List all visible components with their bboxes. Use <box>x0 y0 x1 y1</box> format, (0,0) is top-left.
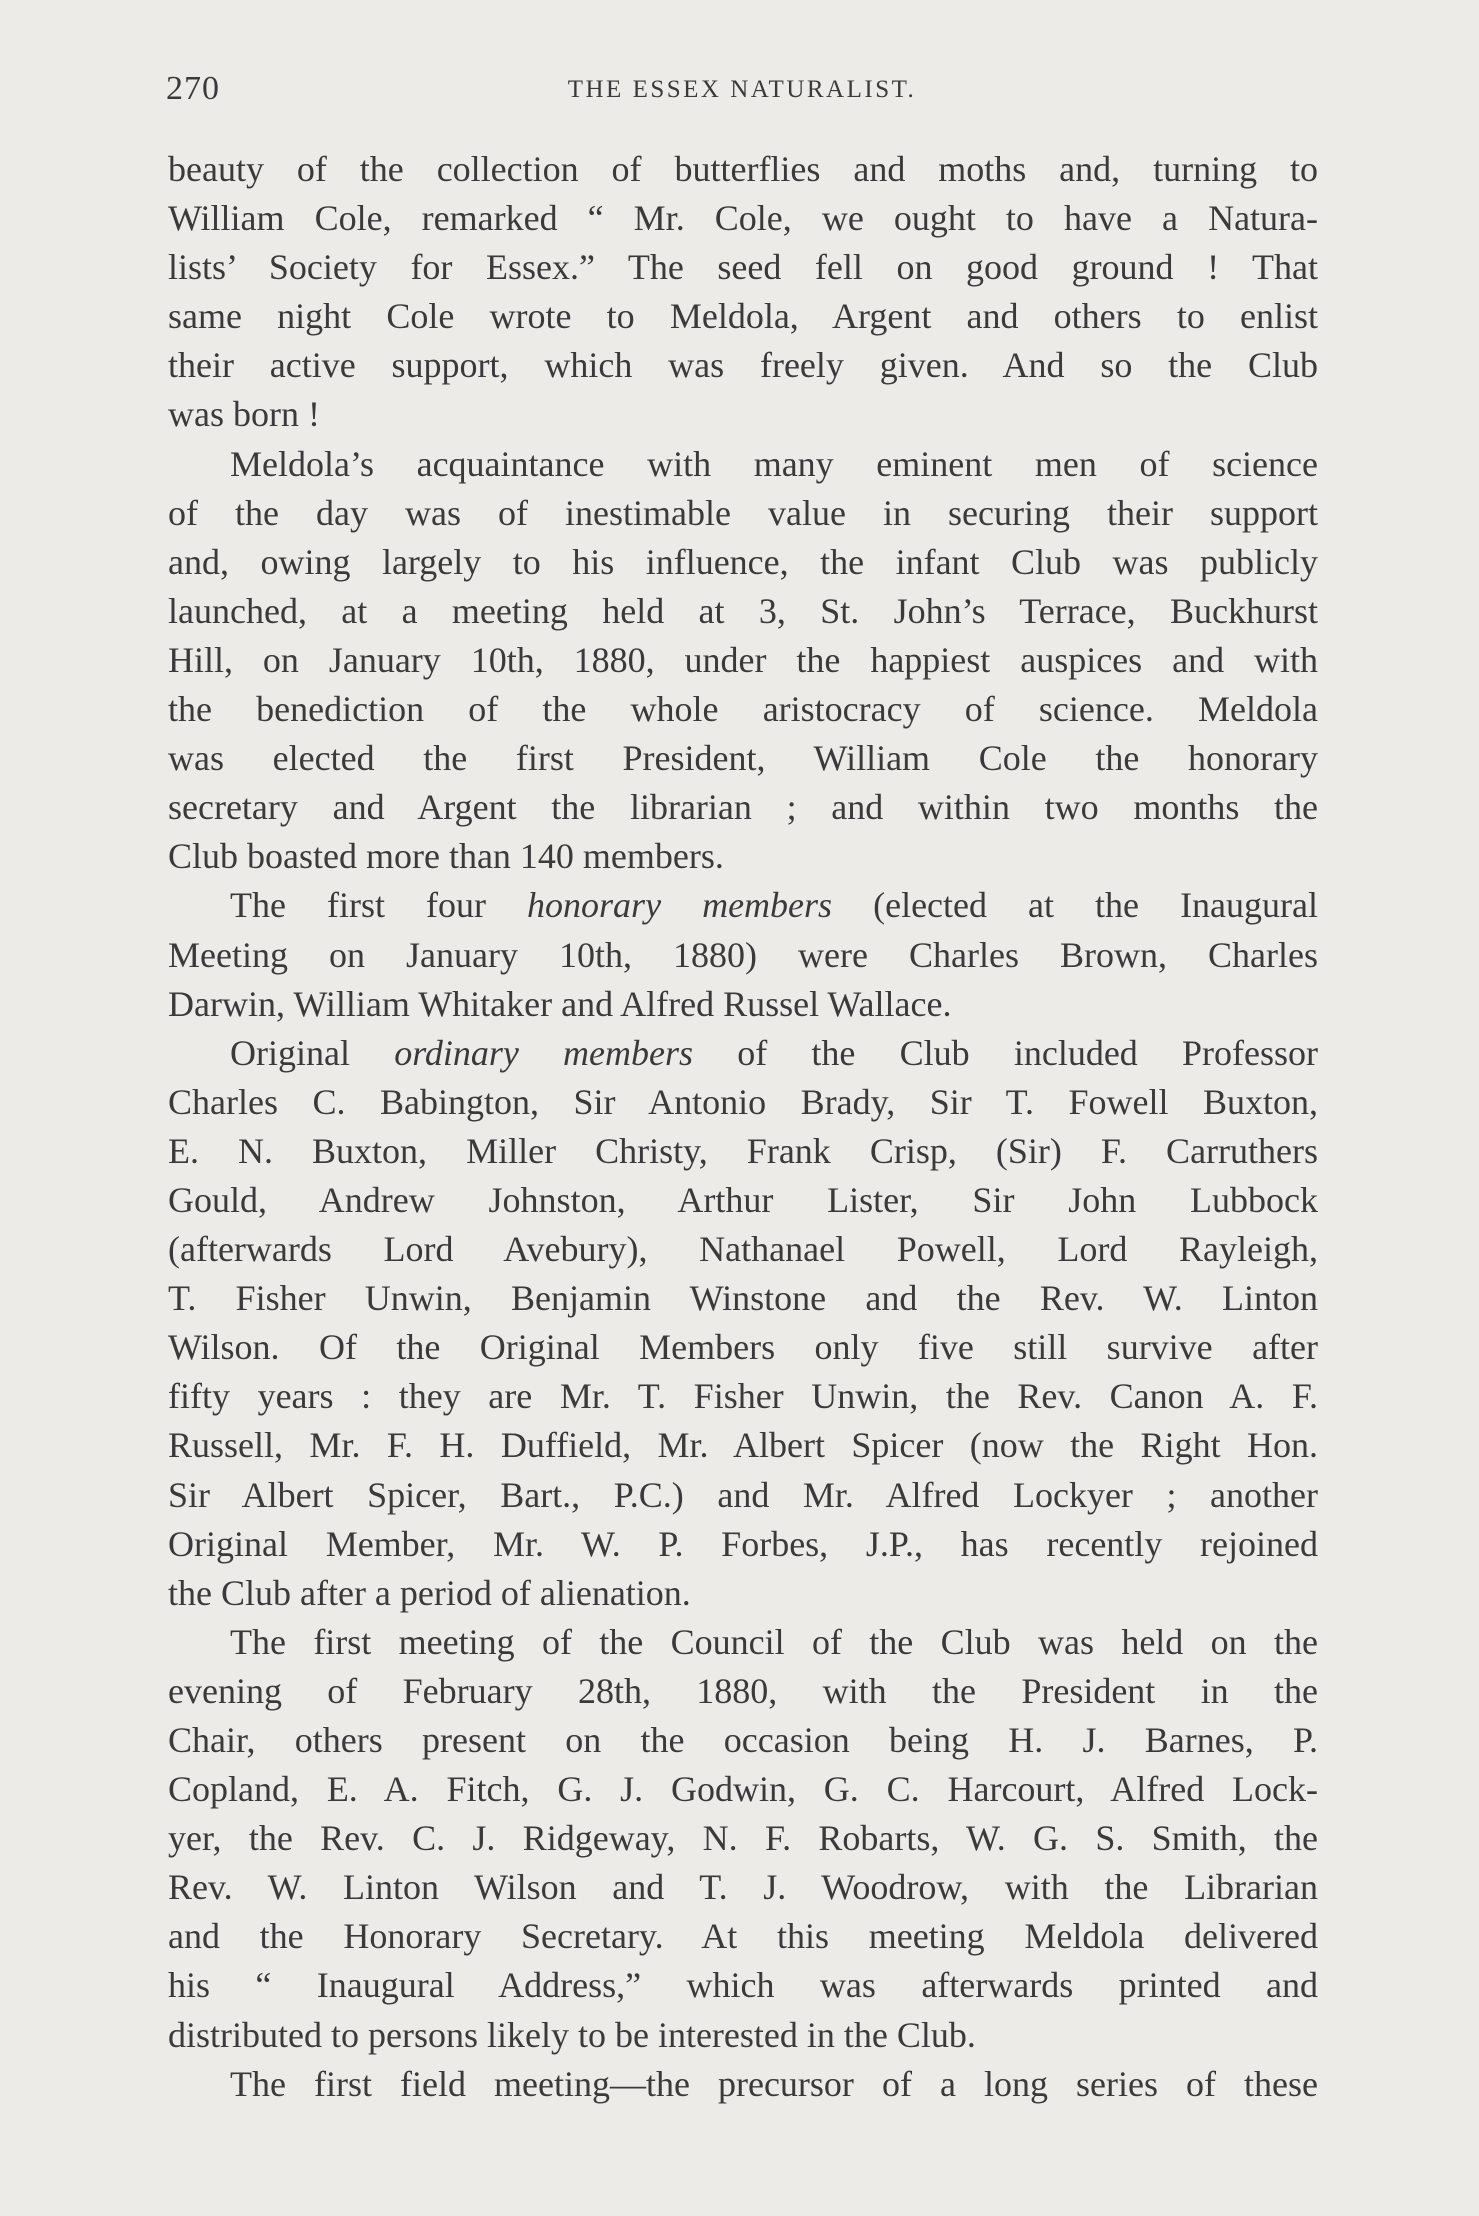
text-line: Gould, Andrew Johnston, Arthur Lister, Sir John Lubbock <box>168 1179 1318 1220</box>
text-line: E. N. Buxton, Miller Christy, Frank Crisp, (Sir) F. Carruthers <box>168 1130 1318 1171</box>
text-line: Meeting on January 10th, 1880) were Charles Brown, Charles <box>168 934 1318 975</box>
text-line: William Cole, remarked “ Mr. Cole, we ought to have a Natura- <box>168 198 1318 239</box>
text-line: The first field meeting—the precursor of a long series of these <box>230 2063 1318 2104</box>
text-segment: The first four <box>230 885 528 926</box>
text-line <box>168 1029 1318 1078</box>
text-line: Wilson. Of the Original Members only five still survive after <box>168 1327 1318 1368</box>
text-line: lists’ Society for Essex.” The seed fell on good ground ! That <box>168 247 1318 288</box>
text-line: same night Cole wrote to Meldola, Argent and others to enlist <box>168 296 1318 337</box>
text-line: was born ! <box>168 394 320 435</box>
text-line: and the Honorary Secretary. At this meeting Meldola delivered <box>168 1916 1318 1957</box>
text-line: Copland, E. A. Fitch, G. J. Godwin, G. C. Harcourt, Alfred Lock- <box>168 1769 1318 1810</box>
text-line: evening of February 28th, 1880, with the President in the <box>168 1670 1318 1711</box>
running-head <box>166 70 1318 110</box>
text-line: Rev. W. Linton Wilson and T. J. Woodrow, with the Librarian <box>168 1867 1318 1908</box>
text-line: the benediction of the whole aristocracy of science. Meldola <box>168 689 1318 730</box>
text-line: Original Member, Mr. W. P. Forbes, J.P., has recently rejoined <box>168 1523 1318 1564</box>
text-line: was elected the first President, William Cole the honorary <box>168 738 1318 779</box>
body-text <box>168 145 1318 2109</box>
text-line: secretary and Argent the librarian ; and within two months the <box>168 787 1318 828</box>
text-line: Darwin, William Whitaker and Alfred Russel Wallace. <box>168 983 952 1024</box>
text-line: fifty years : they are Mr. T. Fisher Unwin, the Rev. Canon A. F. <box>168 1376 1318 1417</box>
text-line: yer, the Rev. C. J. Ridgeway, N. F. Robarts, W. G. S. Smith, the <box>168 1818 1318 1859</box>
text-line: and, owing largely to his influence, the infant Club was publicly <box>168 541 1318 582</box>
text-line: their active support, which was freely given. And so the Club <box>168 345 1318 386</box>
text-line: (afterwards Lord Avebury), Nathanael Powell, Lord Rayleigh, <box>168 1229 1318 1270</box>
text-line: beauty of the collection of butterflies and moths and, turning to <box>168 149 1318 189</box>
journal-title: THE ESSEX NATURALIST. <box>567 76 917 103</box>
italic-term: honorary members <box>527 885 833 926</box>
text-segment: Original <box>230 1032 395 1073</box>
text-line: launched, at a meeting held at 3, St. John’s Terrace, Buckhurst <box>168 590 1318 631</box>
text-line: Chair, others present on the occasion being H. J. Barnes, P. <box>168 1720 1318 1760</box>
text-line: the Club after a period of alienation. <box>168 1572 691 1613</box>
text-line: Hill, on January 10th, 1880, under the happiest auspices and with <box>168 639 1318 680</box>
text-line <box>168 881 1318 930</box>
text-line: his “ Inaugural Address,” which was afterwards printed and <box>168 1965 1318 2006</box>
text-line: The first meeting of the Council of the Club was held on the <box>230 1621 1318 1662</box>
italic-term: ordinary members <box>394 1032 694 1073</box>
text-line: Russell, Mr. F. H. Duffield, Mr. Albert Spicer (now the Right Hon. <box>168 1425 1318 1466</box>
text-line: of the day was of inestimable value in securing their support <box>168 492 1318 533</box>
text-line: Club boasted more than 140 members. <box>168 836 724 877</box>
text-line: Sir Albert Spicer, Bart., P.C.) and Mr. Alfred Lockyer ; another <box>168 1474 1318 1515</box>
page-number: 270 <box>166 70 220 107</box>
text-line: Charles C. Babington, Sir Antonio Brady, Sir T. Fowell Buxton, <box>168 1081 1318 1122</box>
text-line: T. Fisher Unwin, Benjamin Winstone and the Rev. W. Linton <box>168 1278 1318 1319</box>
text-line: distributed to persons likely to be interested in the Club. <box>168 2014 976 2055</box>
text-segment: of the Club included Professor <box>693 1032 1318 1073</box>
text-segment: (elected at the Inaugural <box>832 885 1318 926</box>
text-line: Meldola’s acquaintance with many eminent men of science <box>230 443 1318 484</box>
